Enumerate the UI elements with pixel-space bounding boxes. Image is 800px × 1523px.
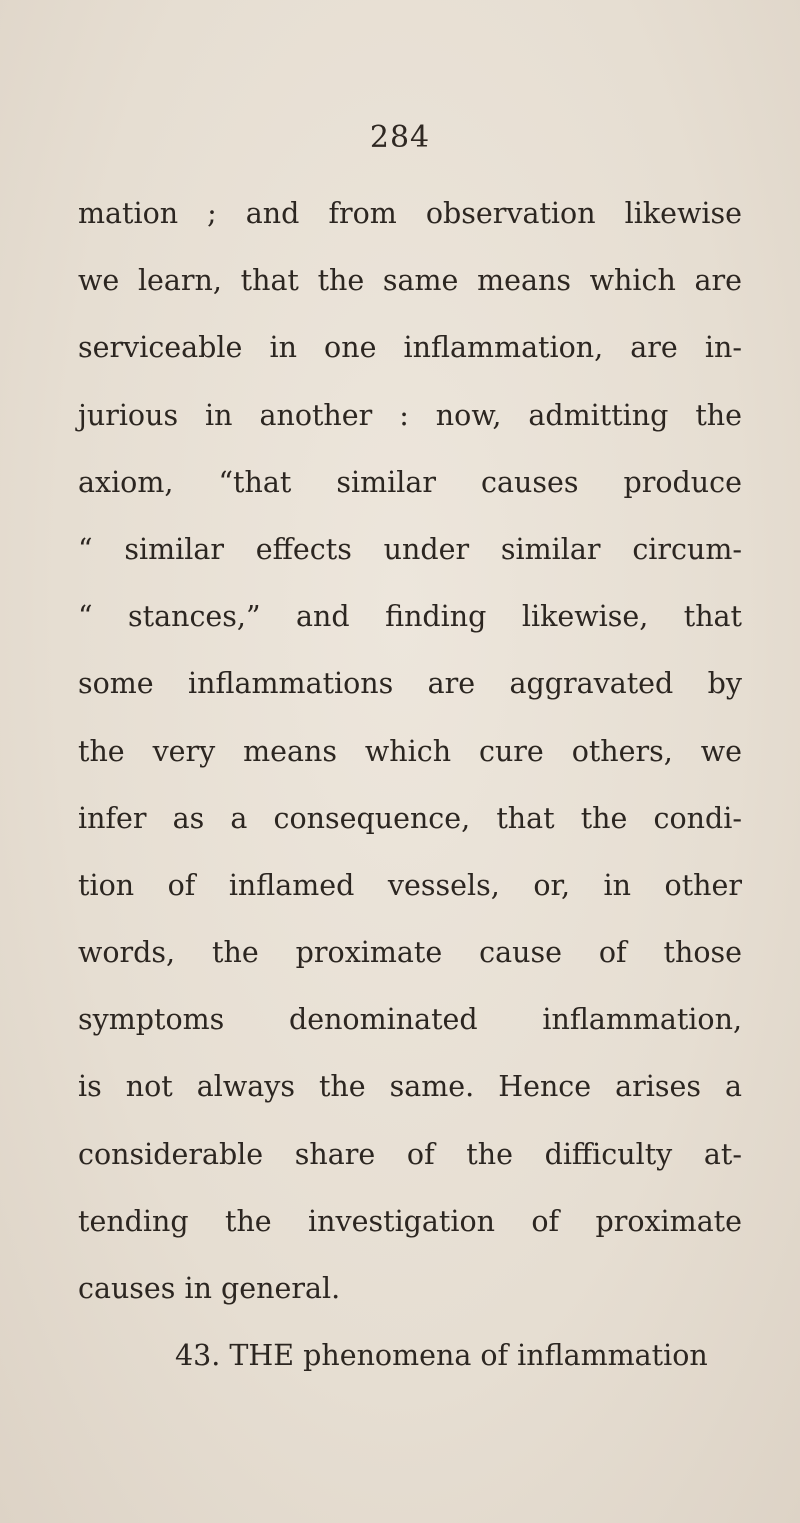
text-line: infer as a consequence, that the condi- — [78, 801, 742, 835]
text-line: considerable share of the difficulty at- — [78, 1137, 742, 1171]
body-text — [78, 180, 742, 1389]
text-line: jurious in another : now, admitting the — [78, 398, 742, 432]
text-line: some inflammations are aggravated by — [78, 667, 742, 701]
page-number: 284 — [369, 120, 431, 155]
text-line: causes in general. — [78, 1272, 341, 1305]
text-line: “ similar effects under similar circum- — [78, 532, 742, 566]
text-line: we learn, that the same means which are — [78, 264, 742, 298]
text-line: axiom, “that similar causes produce — [78, 465, 742, 499]
text-line: tending the investigation of proximate — [78, 1204, 742, 1238]
text-line: tion of inflamed vessels, or, in other — [78, 868, 742, 902]
text-line: the very means which cure others, we — [78, 734, 742, 768]
text-line: “ stances,” and finding likewise, that — [78, 600, 742, 634]
text-line: mation ; and from observation likewise — [78, 197, 742, 230]
text-line: serviceable in one inflammation, are in- — [78, 331, 742, 365]
text-line: symptoms denominated inflammation, — [78, 1003, 742, 1037]
text-line: words, the proximate cause of those — [78, 936, 742, 970]
text-line: is not always the same. Hence arises a — [78, 1070, 742, 1104]
paragraph-start-line: 43. THE phenomena of inflammation — [175, 1339, 708, 1373]
